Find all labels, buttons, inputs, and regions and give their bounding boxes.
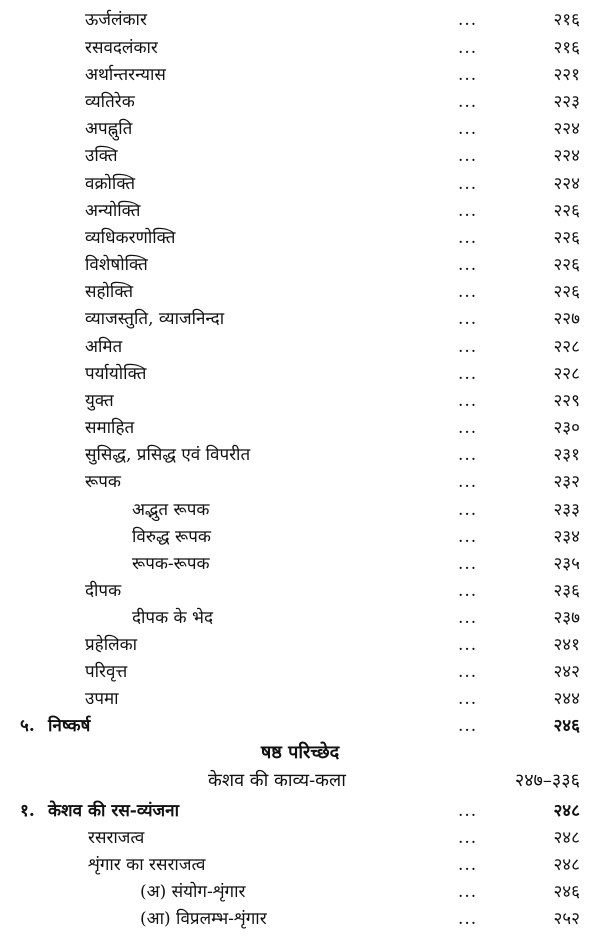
leader-dots: ... <box>458 635 478 655</box>
entry-page: २२७ <box>553 309 580 329</box>
entry-page: २२४ <box>553 146 580 166</box>
leader-dots: ... <box>458 828 478 848</box>
leader-dots: ... <box>458 337 478 357</box>
entry-page: २४८ <box>553 828 580 848</box>
toc-entry <box>0 524 600 551</box>
leader-dots: ... <box>458 146 478 166</box>
toc-entry <box>0 306 600 333</box>
toc-entry <box>0 852 600 879</box>
entry-label: शृंगार का रसराजत्व <box>88 855 206 875</box>
leader-dots: ... <box>458 201 478 221</box>
entry-page: २१६ <box>553 10 580 30</box>
entry-page: २३२ <box>553 472 580 492</box>
entry-label: अन्योक्ति <box>85 201 141 221</box>
toc-entry <box>0 279 600 306</box>
toc-entry <box>0 334 600 361</box>
entry-page: २४४ <box>553 689 580 709</box>
entry-label: रूपक-रूपक <box>132 554 210 574</box>
entry-page: २३४ <box>553 527 580 547</box>
leader-dots: ... <box>458 364 478 384</box>
entry-label: उपमा <box>85 689 119 709</box>
section-label: निष्कर्ष <box>48 716 91 736</box>
leader-dots: ... <box>458 418 478 438</box>
entry-label: व्यधिकरणोक्ति <box>85 228 176 248</box>
toc-entry <box>0 7 600 34</box>
leader-dots: ... <box>458 228 478 248</box>
entry-label: विशेषोक्ति <box>85 255 148 275</box>
entry-label: व्याजस्तुति, व्याजनिन्दा <box>85 309 225 329</box>
leader-dots: ... <box>458 554 478 574</box>
leader-dots: ... <box>458 92 478 112</box>
entry-label: दीपक <box>85 581 122 601</box>
leader-dots: ... <box>458 716 478 736</box>
leader-dots: ... <box>458 527 478 547</box>
entry-page: २२६ <box>553 255 580 275</box>
section-entry <box>0 798 600 825</box>
entry-label: (आ) विप्रलम्भ-शृंगार <box>140 909 267 929</box>
entry-page: २१६ <box>553 38 580 58</box>
entry-label: रसराजत्व <box>88 828 145 848</box>
entry-page: २२६ <box>553 282 580 302</box>
leader-dots: ... <box>458 38 478 58</box>
leader-dots: ... <box>458 855 478 875</box>
entry-page: २५२ <box>553 909 580 929</box>
chapter-heading: षष्ठ परिच्छेद <box>260 742 340 763</box>
entry-label: परिवृत्त <box>85 662 128 682</box>
section-page: २४८ <box>553 801 580 821</box>
entry-label: अपह्नुति <box>85 119 133 139</box>
entry-label: अर्थान्तरन्यास <box>85 65 166 85</box>
leader-dots: ... <box>458 882 478 902</box>
entry-label: वक्रोक्ति <box>85 174 136 194</box>
chapter-title-row <box>0 766 600 796</box>
toc-entry <box>0 198 600 225</box>
chapter-pages: २४७–३३६ <box>514 770 580 791</box>
entry-page: २४८ <box>553 855 580 875</box>
leader-dots: ... <box>458 801 478 821</box>
toc-entry <box>0 361 600 388</box>
entry-page: २२८ <box>553 337 580 357</box>
toc-entry <box>0 551 600 578</box>
entry-page: २३० <box>553 418 580 438</box>
leader-dots: ... <box>458 65 478 85</box>
toc-entry <box>0 686 600 713</box>
entry-label: पर्यायोक्ति <box>85 364 147 384</box>
entry-label: व्यतिरेक <box>85 92 135 112</box>
toc-entry <box>0 879 600 906</box>
entry-page: २२६ <box>553 228 580 248</box>
entry-page: २३३ <box>553 500 580 520</box>
leader-dots: ... <box>458 10 478 30</box>
toc-entry <box>0 388 600 415</box>
entry-label: (अ) संयोग-शृंगार <box>140 882 246 902</box>
toc-entry <box>0 469 600 496</box>
entry-page: २३५ <box>553 554 580 574</box>
entry-page: २२४ <box>553 119 580 139</box>
toc-entry <box>0 659 600 686</box>
entry-page: २२३ <box>553 92 580 112</box>
entry-label: समाहित <box>85 418 135 438</box>
toc-entry <box>0 171 600 198</box>
entry-page: २४६ <box>553 882 580 902</box>
section-entry <box>0 713 600 740</box>
section-number: ५. <box>20 716 35 736</box>
leader-dots: ... <box>458 309 478 329</box>
toc-entry <box>0 116 600 143</box>
toc-entry <box>0 415 600 442</box>
leader-dots: ... <box>458 255 478 275</box>
toc-entry <box>0 906 600 933</box>
entry-label: रसवदलंकार <box>85 38 158 58</box>
toc-entry <box>0 605 600 632</box>
leader-dots: ... <box>458 909 478 929</box>
toc-entry <box>0 89 600 116</box>
toc-entry <box>0 825 600 852</box>
leader-dots: ... <box>458 119 478 139</box>
leader-dots: ... <box>458 662 478 682</box>
entry-label: सहोक्ति <box>85 282 134 302</box>
leader-dots: ... <box>458 282 478 302</box>
entry-label: प्रहेलिका <box>85 635 138 655</box>
entry-label: युक्त <box>85 391 114 411</box>
entry-label: दीपक के भेद <box>132 608 213 628</box>
entry-label: सुसिद्ध, प्रसिद्ध एवं विपरीत <box>85 445 251 465</box>
leader-dots: ... <box>458 500 478 520</box>
leader-dots: ... <box>458 472 478 492</box>
leader-dots: ... <box>458 445 478 465</box>
toc-entry <box>0 143 600 170</box>
toc-entry <box>0 578 600 605</box>
entry-page: २४१ <box>553 635 580 655</box>
leader-dots: ... <box>458 391 478 411</box>
toc-entry <box>0 35 600 62</box>
entry-page: २३६ <box>553 581 580 601</box>
chapter-title: केशव की काव्य-कला <box>208 770 346 791</box>
leader-dots: ... <box>458 689 478 709</box>
entry-page: २३१ <box>553 445 580 465</box>
toc-entry <box>0 497 600 524</box>
entry-page: २२४ <box>553 174 580 194</box>
entry-label: उक्ति <box>85 146 118 166</box>
section-number: १. <box>20 801 35 821</box>
entry-label: ऊर्जलंकार <box>85 10 147 30</box>
entry-label: रूपक <box>85 472 121 492</box>
entry-label: विरुद्ध रूपक <box>132 527 211 547</box>
entry-page: २२१ <box>553 65 580 85</box>
entry-page: २४२ <box>553 662 580 682</box>
toc-entry <box>0 442 600 469</box>
entry-label: अद्भुत रूपक <box>132 500 210 520</box>
toc-entry <box>0 225 600 252</box>
leader-dots: ... <box>458 608 478 628</box>
entry-page: २२८ <box>553 364 580 384</box>
leader-dots: ... <box>458 581 478 601</box>
toc-entry <box>0 252 600 279</box>
toc-entry <box>0 632 600 659</box>
section-label: केशव की रस-व्यंजना <box>48 801 179 821</box>
section-page: २४६ <box>553 716 580 736</box>
entry-label: अमित <box>85 337 123 357</box>
entry-page: २३७ <box>553 608 580 628</box>
entry-page: २२६ <box>553 201 580 221</box>
toc-entry <box>0 62 600 89</box>
leader-dots: ... <box>458 174 478 194</box>
entry-page: २२९ <box>553 391 580 411</box>
